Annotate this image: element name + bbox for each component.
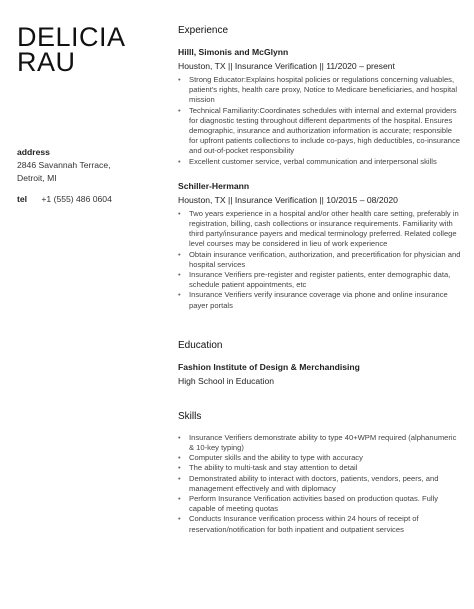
list-item: • Insurance Verifiers pre-register and register patients, enter demographic data, schedule patient appointments, etc	[178, 270, 451, 290]
phone-block	[17, 194, 112, 205]
bullet-icon: •	[178, 249, 181, 259]
bullet-icon: •	[178, 453, 181, 463]
list-item: • Obtain insurance verification, authorization, and precertification for physician and hospital services	[178, 249, 461, 269]
job-bullets	[178, 75, 462, 167]
bullet-icon: •	[178, 473, 181, 483]
job-meta: Houston, TX || Insurance Verification || 10/2015 – 08/2020	[178, 194, 398, 205]
list-item: • Demonstrated ability to interact with doctors, patients, vendors, peers, and management effectively and with diplomacy	[178, 473, 439, 493]
experience-section	[178, 25, 462, 311]
address-line-2: Detroit, MI	[17, 173, 57, 183]
section-title-education: Education	[178, 339, 223, 351]
list-item: • Insurance Verifiers verify insurance coverage via phone and online insurance payer portals	[178, 290, 448, 310]
education-section	[178, 340, 462, 387]
job-entry	[178, 181, 462, 311]
list-item: • Computer skills and the ability to type with accuracy	[178, 453, 363, 463]
bullet-icon: •	[178, 514, 181, 524]
candidate-name	[17, 22, 162, 77]
list-item: • The ability to multi-task and stay attention to detail	[178, 463, 358, 473]
list-item: • Technical Familiarity:Coordinates schedules with internal and external providers for diagnostic testing throughout different departments of the hospital. Ensures demographic, insurance and authorization information is accurate; responsible for upfront patients collections to include co-pays, high deductibles, co-insurance and out-of-pocket responsibility	[178, 105, 460, 156]
address-block	[17, 146, 162, 185]
bullet-icon: •	[178, 75, 181, 84]
skills-list	[178, 433, 462, 535]
bullet-icon: •	[178, 494, 181, 504]
section-title-skills: Skills	[178, 410, 202, 422]
list-item: • Insurance Verifiers demonstrate ability to type 40+WPM required (alphanumeric & 10-key typing)	[178, 432, 457, 453]
list-item: • Excellent customer service, verbal communication and interpersonal skills	[178, 156, 437, 166]
address-line-1: 2846 Savannah Terrace,	[17, 160, 111, 170]
education-degree: High School in Education	[178, 375, 275, 386]
education-school: Fashion Institute of Design & Merchandising	[178, 361, 360, 372]
job-bullets	[178, 209, 462, 311]
main-content	[178, 25, 462, 535]
last-name: RAU	[17, 47, 76, 77]
bullet-icon: •	[178, 463, 181, 473]
list-item: • Strong Educator:Explains hospital policies or regulations concerning valuables, patient's rights, health care proxy, Notice to Medicare beneficiaries, and hospital mission	[178, 75, 458, 105]
bullet-icon: •	[178, 208, 181, 218]
skills-section	[178, 411, 462, 535]
list-item: • Two years experience in a hospital and/or other health care setting, preferably in registration, billing, cash collections or insurance requirements. Familiarity with third party/insurance payers and medical terminology preferred. Related college level courses may be considered in lieu of work experience	[178, 208, 459, 249]
tel-label: tel	[17, 194, 28, 204]
job-entry	[178, 47, 462, 167]
job-company: Schiller-Hermann	[178, 180, 250, 191]
job-company: Hilll, Simonis and McGlynn	[178, 47, 289, 57]
bullet-icon: •	[178, 105, 181, 115]
bullet-icon: •	[178, 290, 181, 300]
list-item: • Conducts Insurance verification process within 24 hours of receipt of reservation/notification for both inpatient and outpatient services	[178, 514, 419, 534]
bullet-icon: •	[178, 432, 181, 442]
tel-value: +1 (555) 486 0604	[41, 194, 112, 204]
first-name: DELICIA	[17, 22, 126, 52]
bullet-icon: •	[178, 270, 181, 280]
bullet-icon: •	[178, 156, 181, 166]
section-title-experience: Experience	[178, 25, 229, 36]
address-label: address	[17, 147, 50, 157]
job-meta: Houston, TX || Insurance Verification || 11/2020 – present	[178, 61, 395, 71]
header-left	[17, 22, 162, 77]
list-item: • Perform Insurance Verification activities based on production quotas. Fully capable of meeting quotas	[178, 494, 439, 514]
